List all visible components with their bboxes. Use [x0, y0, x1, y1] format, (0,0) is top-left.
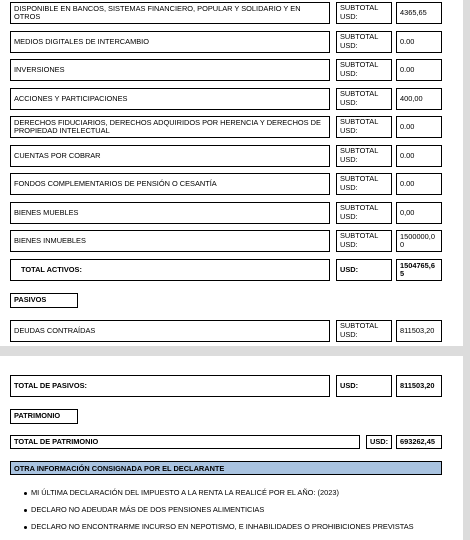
asset-subtotal-label: SUBTOTAL USD: [336, 116, 392, 138]
asset-label: BIENES INMUEBLES [10, 230, 330, 252]
asset-subtotal-label: SUBTOTAL USD: [336, 202, 392, 224]
asset-subtotal-label: SUBTOTAL USD: [336, 88, 392, 110]
asset-value: 0.00 [396, 31, 442, 53]
asset-label: DERECHOS FIDUCIARIOS, DERECHOS ADQUIRIDOS POR HERENCIA Y DERECHOS DE PROPIEDAD INTELECTUAL [10, 116, 330, 138]
bullet-text: DECLARO NO ADEUDAR MÁS DE DOS PENSIONES ALIMENTICIAS [31, 505, 265, 514]
page-break [0, 346, 470, 356]
asset-label: INVERSIONES [10, 59, 330, 81]
otra-informacion-header: OTRA INFORMACIÓN CONSIGNADA POR EL DECLARANTE [10, 461, 442, 475]
total-patrimonio-usd: USD: [366, 435, 392, 449]
asset-label: DISPONIBLE EN BANCOS, SISTEMAS FINANCIERO, POPULAR Y SOLIDARIO Y EN OTROS [10, 2, 330, 24]
total-activos-label: TOTAL ACTIVOS: [10, 259, 330, 281]
total-pasivos-usd: USD: [336, 375, 392, 397]
asset-label: CUENTAS POR COBRAR [10, 145, 330, 167]
total-activos-usd: USD: [336, 259, 392, 281]
total-patrimonio-value: 693262,45 [396, 435, 442, 449]
asset-value: 0.00 [396, 116, 442, 138]
bullet-icon [24, 526, 27, 529]
pasivos-title: PASIVOS [10, 293, 78, 308]
asset-subtotal-label: SUBTOTAL USD: [336, 230, 392, 252]
bullet-text: MI ÚLTIMA DECLARACIÓN DEL IMPUESTO A LA RENTA LA REALICÉ POR EL AÑO: (2023) [31, 488, 339, 497]
asset-subtotal-label: SUBTOTAL USD: [336, 173, 392, 195]
asset-subtotal-label: SUBTOTAL USD: [336, 59, 392, 81]
asset-value: 0.00 [396, 173, 442, 195]
asset-label: FONDOS COMPLEMENTARIOS DE PENSIÓN O CESANTÍA [10, 173, 330, 195]
asset-value: 4365,65 [396, 2, 442, 24]
asset-label: ACCIONES Y PARTICIPACIONES [10, 88, 330, 110]
page-margin [463, 0, 470, 346]
patrimonio-title: PATRIMONIO [10, 409, 78, 424]
asset-label: MEDIOS DIGITALES DE INTERCAMBIO [10, 31, 330, 53]
asset-subtotal-label: SUBTOTAL USD: [336, 2, 392, 24]
bullet-item [24, 522, 414, 531]
bullet-icon [24, 492, 27, 495]
total-pasivos-value: 811503,20 [396, 375, 442, 397]
asset-value: 0,00 [396, 202, 442, 224]
total-patrimonio-label: TOTAL DE PATRIMONIO [10, 435, 360, 449]
page-margin [463, 356, 470, 540]
asset-subtotal-label: SUBTOTAL USD: [336, 31, 392, 53]
deudas-value: 811503,20 [396, 320, 442, 342]
bullet-text: DECLARO NO ENCONTRARME INCURSO EN NEPOTISMO, E INHABILIDADES O PROHIBICIONES PREVISTAS [31, 522, 414, 531]
deudas-subtotal: SUBTOTAL USD: [336, 320, 392, 342]
bullet-item [24, 505, 264, 514]
total-pasivos-label: TOTAL DE PASIVOS: [10, 375, 330, 397]
asset-subtotal-label: SUBTOTAL USD: [336, 145, 392, 167]
asset-value: 1500000,00 [396, 230, 442, 252]
asset-value: 400,00 [396, 88, 442, 110]
asset-label: BIENES MUEBLES [10, 202, 330, 224]
asset-value: 0.00 [396, 145, 442, 167]
bullet-icon [24, 509, 27, 512]
deudas-label: DEUDAS CONTRAÍDAS [10, 320, 330, 342]
bullet-item [24, 488, 339, 497]
total-activos-value: 1504765,65 [396, 259, 442, 281]
asset-value: 0.00 [396, 59, 442, 81]
